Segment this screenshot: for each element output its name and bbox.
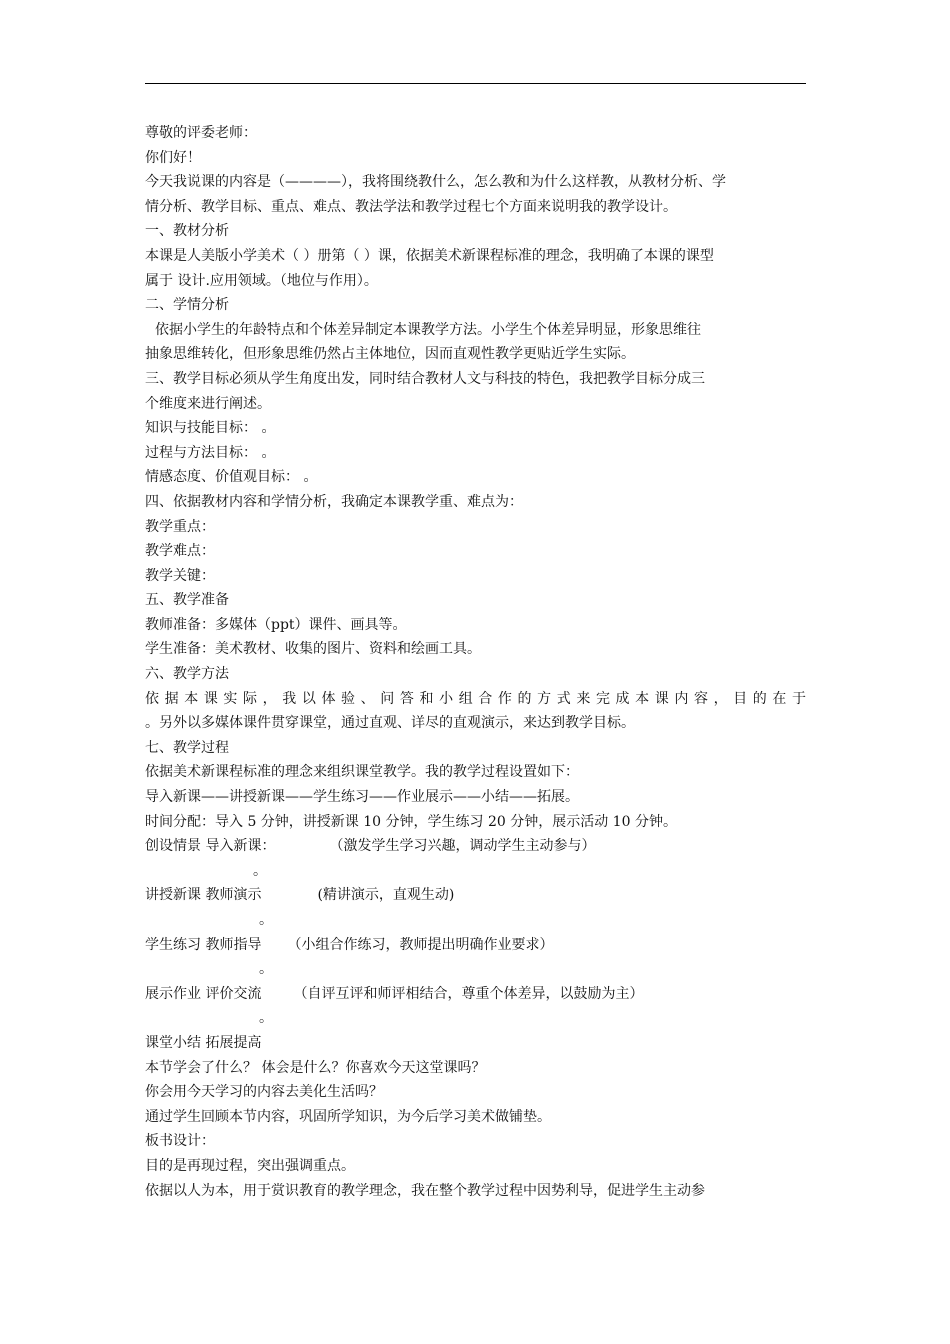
paragraph-line: 三、教学目标必须从学生角度出发，同时结合教材人文与科技的特色，我把教学目标分成三 xyxy=(145,370,705,387)
section-heading: 四、依据教材内容和学情分析，我确定本课教学重、难点为： xyxy=(145,493,523,510)
process-step xyxy=(145,933,806,958)
process-step-note: （激发学生学习兴趣，调动学生主动参与） xyxy=(329,838,596,855)
paragraph-line: 你会用今天学习的内容去美化生活吗？ xyxy=(145,1084,383,1101)
objective-line: 知识与技能目标： 。 xyxy=(145,420,276,437)
paragraph-line: 。另外以多媒体课件贯穿课堂，通过直观、详尽的直观演示，来达到教学目标。 xyxy=(145,715,635,732)
paragraph-line: 通过学生回顾本节内容，巩固所学知识，为今后学习美术做铺垫。 xyxy=(145,1108,551,1125)
document-body xyxy=(145,121,806,1203)
process-step-dot: 。 xyxy=(259,912,273,928)
paragraph-line: 依据以人为本，用于赏识教育的教学理念，我在整个教学过程中因势利导，促进学生主动参 xyxy=(145,1182,705,1199)
process-step-label: 讲授新课 教师演示 xyxy=(145,887,262,904)
paragraph-line: 学生准备：美术教材、收集的图片、资料和绘画工具。 xyxy=(145,641,481,658)
process-step xyxy=(145,883,806,908)
paragraph-line: 目的是再现过程，突出强调重点。 xyxy=(145,1157,355,1174)
paragraph-line: 导入新课——讲授新课——学生练习——作业展示——小结——拓展。 xyxy=(145,789,579,806)
section-heading: 五、教学准备 xyxy=(145,592,229,609)
paragraph-line: 情分析、教学目标、重点、难点、教法学法和教学过程七个方面来说明我的教学设计。 xyxy=(145,198,677,215)
paragraph-line: 板书设计： xyxy=(145,1133,215,1150)
process-step-label: 学生练习 教师指导 xyxy=(145,936,262,953)
process-step-note: (精讲演示，直观生动) xyxy=(317,887,455,904)
paragraph-line: 本节学会了什么？ 体会是什么？你喜欢今天这堂课吗？ xyxy=(145,1059,486,1076)
paragraph-line: 个维度来进行阐述。 xyxy=(145,395,271,412)
paragraph-line: 教师准备：多媒体（ppt）课件、画具等。 xyxy=(145,616,407,633)
process-step-dot: 。 xyxy=(259,1010,273,1027)
paragraph-line: 时间分配：导入 5 分钟，讲授新课 10 分钟，学生练习 20 分钟，展示活动 10 分钟。 xyxy=(145,813,677,830)
process-step xyxy=(145,982,806,1007)
paragraph-line: 依据小学生的年龄特点和个体差异制定本课教学方法。小学生个体差异明显，形象思维往 xyxy=(155,321,701,338)
section-heading: 一、教材分析 xyxy=(145,223,229,240)
objective-line: 过程与方法目标： 。 xyxy=(145,444,276,461)
paragraph-line: 属于 设计.应用领域。（地位与作用）。 xyxy=(145,272,378,289)
process-step: 课堂小结 拓展提高 xyxy=(145,1034,262,1051)
section-heading: 六、教学方法 xyxy=(145,666,229,683)
process-step-label: 创设情景 导入新课： xyxy=(145,838,276,855)
section-heading: 二、学情分析 xyxy=(145,297,229,314)
key-point-line: 教学难点： xyxy=(145,543,215,560)
header-rule xyxy=(145,83,806,84)
paragraph-line: 抽象思维转化，但形象思维仍然占主体地位，因而直观性教学更贴近学生实际。 xyxy=(145,346,635,363)
process-step-note: （小组合作练习，教师提出明确作业要求） xyxy=(287,936,554,953)
process-step-label: 展示作业 评价交流 xyxy=(145,985,262,1002)
key-point-line: 教学关键： xyxy=(145,567,215,584)
section-heading: 七、教学过程 xyxy=(145,739,229,756)
process-step-dot: 。 xyxy=(259,961,273,978)
process-step-note: （自评互评和师评相结合，尊重个体差异，以鼓励为主） xyxy=(293,985,644,1002)
greeting: 你们好！ xyxy=(145,149,201,166)
objective-line: 情感态度、价值观目标： 。 xyxy=(145,469,318,486)
process-step xyxy=(145,834,806,859)
paragraph-line: 今天我说课的内容是（————），我将围绕教什么，怎么教和为什么这样教，从教材分析、学 xyxy=(145,174,726,191)
paragraph-line: 本课是人美版小学美术（ ）册第（ ）课，依据美术新课程标准的理念，我明确了本课的课型 xyxy=(145,247,714,264)
paragraph-line: 依据美术新课程标准的理念来组织课堂教学。我的教学过程设置如下： xyxy=(145,764,579,781)
salutation: 尊敬的评委老师： xyxy=(145,125,257,141)
process-step-dot: 。 xyxy=(253,862,267,879)
paragraph-line: 依据本课实际，我以体验、问答和小组合作的方式来完成本课内容，目的在于 xyxy=(145,690,806,707)
key-point-line: 教学重点： xyxy=(145,518,215,535)
